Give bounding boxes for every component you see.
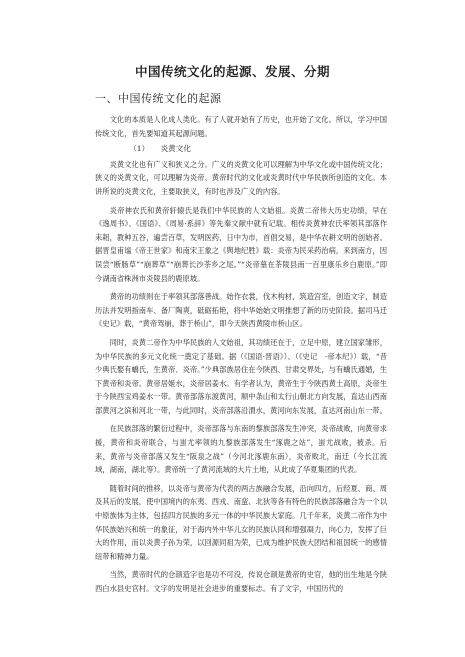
body-paragraph: 随着时间的推移，以炎帝与黄帝为代表的两古族融合发展，沿向四方，后经夏、商、周及其后的发展，使中国境内的东夷、西戎、南蛮、北狄等各有特色的民族部落融合为一个以中原族体为主体，包括四方民族的多元一体的中华民族大家庭。几千年来，炎黄二帝作为中华民族始兴和统一的象征，对于海内外中华儿女的民族认同和增强凝力，向心力，发挥了巨大的作用，而以炎黄子孙为荣，以回源同祖为荣，已成为维护民族大团结和祖国统一的感情纽带和精神力量。 bbox=[95, 483, 387, 561]
body-paragraph: 在民族部落的繁衍过程中，炎帝部落与东南的黎族部落发生冲突，炎帝战败，向黄帝求援，黄帝和炎帝联合，与蚩尤率领的九黎族部落发生“涿鹿之站”，蚩尤战败，被杀。后来，黄帝与炎帝部落又发生“阪泉之战”（今河北涿鹿东南），炎帝败北，南迁（今长江流域，湖南，湖北等）。黄帝统一了黄河流域的大片土地，从此成了华夏集团的代表。 bbox=[95, 424, 387, 475]
intro-paragraph: 文化的本质是人化成人类化。有了人就开始有了历史，也开始了文化。所以，学习中国传统文化，首先要知道其起源问题。 bbox=[95, 115, 387, 138]
body-paragraph: 炎黄文化也有广义和狭义之分。广义的炎黄文化可以理解为中华文化或中国传统文化；狭义的炎黄文化，可以理解为炎帝、黄帝时代的文化或炎黄时代中华民族所创造的文化。本讲所说的炎黄文化，主要取狭义，有时也涉及广义的内容。 bbox=[95, 159, 387, 196]
subsection-heading: （1） 炎黄文化 bbox=[129, 144, 191, 154]
document-title: 中国传统文化的起源、发展、分期 bbox=[134, 64, 330, 79]
document-body bbox=[95, 113, 387, 596]
section-heading: 一、中国传统文化的起源 bbox=[95, 92, 222, 105]
body-paragraph: 同时，炎黄二帝作为中华民族的人文始祖，其功绩还在于，立足中原，建立国家雏形，为中华民族的多元文化统一奠定了基础。据（《国语·晋语》）、（《史记 ·帝本纪》）载，“昔少典氏娶有蟜氏，生黄帝、炎帝。”少典部族居住在今陕西、甘肃交界处，与有蟜氏通婚，生下黄帝和炎帝。黄帝居姬水，炎帝居姜水。有学者认为，黄帝生于今陕西黄土高原，炎帝生于今陕西宝鸡姜水一带。黄帝部落东渡黄河，顺中条山和太行山朝北方向发展，直达山西南部黄河之滨和河北一带，与此同时，炎帝部落沿渭水，黄河向东发展，直达河南山东一带。 bbox=[95, 337, 387, 415]
body-paragraph: 黄帝的功绩则在于率领其部落善战。始作衣裳，伐木构材，筑造宫室，创造文字，制造历法并发明指南车、备厂陶爽，砥砺拓艳，将中华始始文明推想了新的历史阶段。据司马迁《史记》载，“黄帝驾崩，葬于桥山”，即今天陕西黄陵市桥山区。 bbox=[95, 292, 387, 329]
body-paragraph: 炎帝神农氏和黄帝轩辕氏是我们中华民族的人文始祖。炎黄二帝伟大历史功绩，早在《逸周书》、《国语》、《周易·系辞》等先秦文献中就有记载。相传炎黄神农氏率领其部落作耒耜，教种五谷，遍尝百草，发明医药，日中为市，首倡交易，是中华农耕文明的创始者。据晋皇甫谧《帝王世家》和南宋王象之《舆地纪胜》载：炎帝为民采药治病，来到南方，因误尝“断肠草”“崩葬草”“崩葬长沙茶乡之尾。”“炎帝墓在茶陵县南一百里康乐乡白鹿原。”即今湖南省株洲市炎陵县的鹿原坡。 bbox=[95, 205, 387, 283]
body-paragraph: 当然，黄帝时代的仓颉造字也是功不可没，传说仓颉是黄帝的史官，他的出生地是今陕西白水县史官村。文字的发明是社会进步的重要标志。有了文字，中国历代的 bbox=[95, 570, 387, 593]
